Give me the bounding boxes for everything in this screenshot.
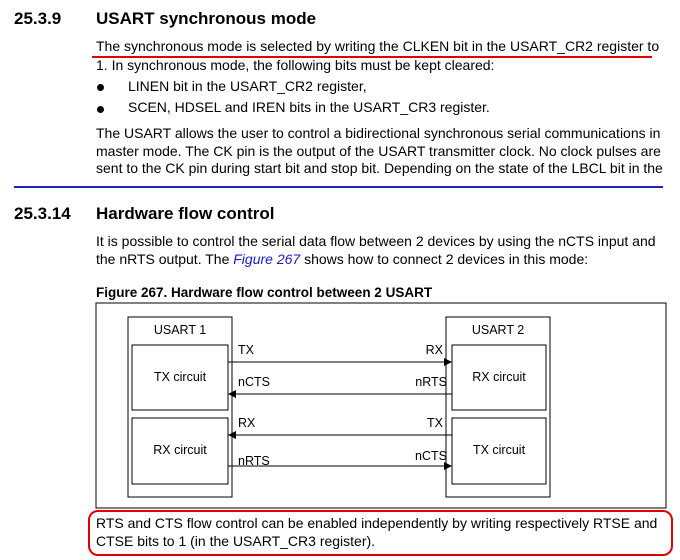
rx-circuit-label: RX circuit xyxy=(472,370,526,384)
section-number: 25.3.9 xyxy=(14,9,62,28)
section-number: 25.3.14 xyxy=(14,204,71,223)
paragraph-line: The synchronous mode is selected by writing the CLKEN bit in the USART_CR2 register to xyxy=(96,38,660,54)
signal-label: RX xyxy=(425,343,443,357)
paragraph-line: It is possible to control the serial data flow between 2 devices by using the nCTS input and xyxy=(96,233,656,249)
signal-label: nRTS xyxy=(238,454,270,468)
text-span: the nRTS output. The xyxy=(96,251,234,267)
paragraph-line: master mode. The CK pin is the output of the USART transmitter clock. No clock pulses are xyxy=(96,143,661,159)
paragraph-line: The USART allows the user to control a bidirectional synchronous serial communications in xyxy=(96,125,661,141)
bullet-item: LINEN bit in the USART_CR2 register, xyxy=(128,78,367,94)
tx-circuit-label: TX circuit xyxy=(153,370,207,384)
signal-label: nRTS xyxy=(415,375,447,389)
signal-label: RX xyxy=(238,416,256,430)
tx-circuit-label: TX circuit xyxy=(472,443,526,457)
signal-label: nCTS xyxy=(238,375,270,389)
signal-label: TX xyxy=(427,416,443,430)
signal-label: nCTS xyxy=(415,449,447,463)
note-line: CTSE bits to 1 (in the USART_CR3 register). xyxy=(96,533,376,549)
figure-link[interactable]: Figure 267 xyxy=(233,251,301,267)
paragraph-line: 1. In synchronous mode, the following bits must be kept cleared: xyxy=(96,57,495,73)
paragraph-line: sent to the CK pin during start bit and stop bit. Depending on the state of the LBCL bit in the xyxy=(96,160,663,176)
text-span: shows how to connect 2 devices in this mode: xyxy=(300,251,589,267)
section-title: USART synchronous mode xyxy=(96,9,317,28)
section-title: Hardware flow control xyxy=(96,204,275,223)
usart2-label: USART 2 xyxy=(471,323,525,337)
signal-label: TX xyxy=(238,343,254,357)
rx-circuit-label: RX circuit xyxy=(153,443,207,457)
usart1-box xyxy=(128,317,232,497)
figure-caption: Figure 267. Hardware flow control between 2 USART xyxy=(96,285,433,300)
note-line: RTS and CTS flow control can be enabled independently by writing respectively RTSE and xyxy=(96,515,658,531)
bullet-item: SCEN, HDSEL and IREN bits in the USART_CR3 register. xyxy=(128,99,490,115)
usart2-box xyxy=(446,317,550,497)
usart1-label: USART 1 xyxy=(153,323,207,337)
